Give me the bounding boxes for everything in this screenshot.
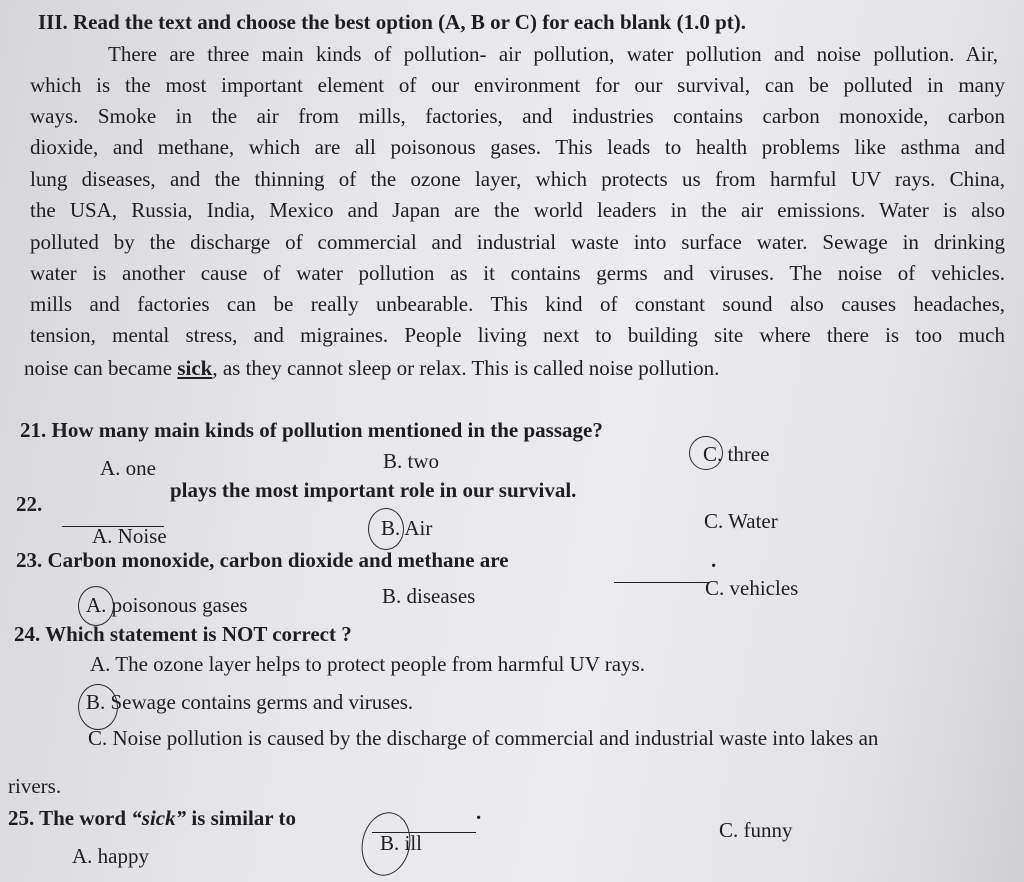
passage-line: the USA, Russia, India, Mexico and Japan are the world leaders in the air emissions. Water is also — [30, 198, 1005, 222]
question-25-text: 25. The word — [8, 806, 132, 830]
q23-option-b[interactable]: B. diseases — [382, 584, 476, 608]
quoted-word: “sick” — [131, 806, 187, 830]
q24-option-b[interactable]: B. Sewage contains germs and viruses. — [86, 690, 414, 714]
passage-line: water is another cause of water pollution as it contains germs and viruses. The noise of vehicles. — [30, 261, 1005, 285]
q22-option-a[interactable]: A. Noise — [92, 524, 167, 548]
q21-option-a[interactable]: A. one — [100, 456, 156, 480]
passage-line: ways. Smoke in the air from mills, factories, and industries contains carbon monoxide, carbon — [30, 104, 1005, 128]
q25-option-b[interactable]: B. ill — [380, 831, 423, 855]
q22-option-c[interactable]: C. Water — [704, 509, 778, 533]
q24-option-c[interactable]: C. Noise pollution is caused by the discharge of commercial and industrial waste into lakes an — [88, 726, 879, 750]
passage-line: which is the most important element of our environment for our survival, can be polluted in many — [30, 73, 1005, 97]
question-22-stem: plays the most important role in our survival. — [170, 478, 577, 502]
q25-option-a[interactable]: A. happy — [72, 844, 149, 868]
question-21-stem: 21. How many main kinds of pollution mentioned in the passage? — [20, 418, 603, 442]
question-24-stem: 24. Which statement is NOT correct ? — [14, 622, 352, 646]
q25-option-c[interactable]: C. funny — [719, 818, 793, 842]
passage-line: dioxide, and methane, which are all poisonous gases. This leads to health problems like asthma and — [30, 135, 1005, 159]
question-25-text: is similar to — [186, 806, 296, 830]
underlined-word: sick — [177, 356, 213, 380]
section-heading: III. Read the text and choose the best option (A, B or C) for each blank (1.0 pt). — [38, 10, 746, 34]
question-23-stem: 23. Carbon monoxide, carbon dioxide and methane are — [16, 548, 509, 572]
q21-option-b[interactable]: B. two — [383, 449, 440, 473]
question-22-number: 22. — [16, 492, 43, 516]
passage-text: , as they cannot sleep or relax. This is called noise pollution. — [212, 356, 720, 380]
passage-line: polluted by the discharge of commercial and industrial waste into surface water. Sewage in drinking — [30, 230, 1005, 254]
q23-option-a[interactable]: A. poisonous gases — [86, 593, 248, 617]
question-23-end: . — [711, 548, 717, 572]
passage-line: mills and factories can be really unbearable. This kind of constant sound also causes headaches, — [30, 292, 1005, 316]
q22-option-b[interactable]: B. Air — [381, 516, 433, 540]
q24-option-a[interactable]: A. The ozone layer helps to protect people from harmful UV rays. — [90, 652, 645, 676]
passage-line: There are three main kinds of pollution- air pollution, water pollution and noise pollution. Air, — [108, 42, 998, 66]
q24-option-c-continued: rivers. — [8, 774, 62, 798]
q23-option-c[interactable]: C. vehicles — [705, 576, 799, 600]
q21-option-c[interactable]: C. three — [703, 442, 770, 466]
question-25-end: . — [476, 800, 482, 824]
passage-line: tension, mental stress, and migraines. People living next to building site where there is too much — [30, 323, 1005, 347]
passage-line: lung diseases, and the thinning of the ozone layer, which protects us from harmful UV rays. China, — [30, 167, 1005, 191]
passage-line — [24, 356, 719, 381]
passage-text: noise can became — [24, 356, 178, 380]
question-25-stem — [8, 806, 296, 831]
answer-blank — [614, 570, 710, 588]
